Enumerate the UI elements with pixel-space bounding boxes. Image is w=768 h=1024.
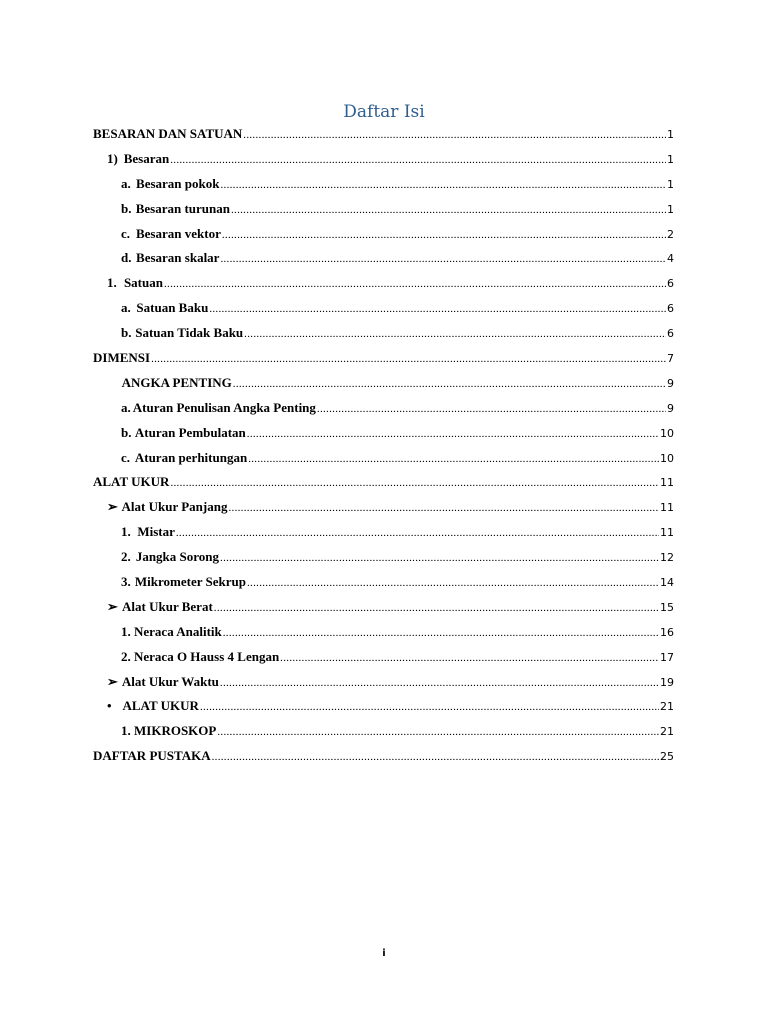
toc-entry-label: 1. Neraca Analitik	[121, 623, 222, 639]
toc-entry-label: Besaran vektor	[135, 225, 221, 241]
toc-entry-marker: b.	[121, 200, 132, 216]
toc-entry-page: 9	[667, 401, 674, 415]
toc-entry[interactable]	[93, 296, 674, 321]
toc-entry[interactable]	[93, 719, 674, 744]
toc-entry-marker: 2.	[121, 549, 131, 565]
dot-leader	[247, 422, 659, 447]
dot-leader	[231, 198, 666, 223]
toc-entry-marker: a.	[121, 300, 131, 316]
toc-entry-page: 1	[667, 152, 674, 166]
toc-entry-label: Satuan Baku	[136, 300, 209, 316]
dot-leader	[220, 173, 666, 198]
dot-leader	[170, 148, 666, 173]
toc-entry-label: Alat Ukur Waktu	[121, 673, 219, 689]
dot-leader	[220, 247, 666, 272]
toc-entry[interactable]	[93, 545, 674, 570]
dot-leader	[248, 447, 659, 472]
toc-entry-page: 9	[667, 376, 674, 390]
toc-entry-page: 2	[667, 227, 674, 241]
dot-leader	[243, 123, 666, 148]
toc-entry-marker: c.	[121, 449, 131, 465]
toc-entry[interactable]	[93, 172, 674, 197]
toc-entry[interactable]	[93, 271, 674, 296]
dot-leader	[209, 297, 666, 322]
dot-leader	[220, 671, 659, 696]
toc-entry[interactable]	[93, 321, 674, 346]
toc-entry-marker: ➢	[107, 673, 118, 689]
toc-entry[interactable]	[93, 222, 674, 247]
toc-entry-page: 19	[660, 675, 674, 689]
toc-entry-page: 10	[660, 426, 674, 440]
toc-entry-page: 1	[667, 128, 674, 141]
toc-entry[interactable]	[93, 520, 674, 545]
toc-entry-label: ALAT UKUR	[122, 698, 199, 714]
toc-entry-label: Aturan Penulisan Angka Penting	[132, 399, 316, 415]
dot-leader	[214, 596, 659, 621]
toc-entry-label: Aturan perhitungan	[134, 449, 248, 465]
toc-entry[interactable]	[93, 371, 674, 396]
toc-entry-label: ANGKA PENTING	[121, 374, 232, 390]
toc-entry-label: Mikrometer Sekrup	[134, 574, 246, 590]
table-of-contents	[93, 122, 674, 769]
toc-entry[interactable]	[93, 645, 674, 670]
toc-entry-page: 11	[660, 526, 674, 540]
toc-entry-page: 1	[667, 177, 674, 191]
toc-entry-page: 14	[660, 576, 674, 590]
toc-entry-page: 15	[660, 600, 674, 614]
toc-entry-page: 1	[667, 202, 674, 216]
dot-leader	[151, 347, 666, 372]
toc-entry-label: Besaran turunan	[135, 200, 230, 216]
dot-leader	[228, 496, 659, 521]
toc-entry[interactable]	[93, 744, 674, 769]
toc-entry-page: 4	[667, 252, 674, 266]
toc-entry[interactable]	[93, 122, 674, 147]
toc-entry[interactable]	[93, 396, 674, 421]
toc-entry[interactable]	[93, 421, 674, 446]
dot-leader	[170, 471, 659, 496]
toc-entry-marker: c.	[121, 225, 131, 241]
dot-leader	[223, 621, 659, 646]
toc-entry-marker: b.	[121, 325, 132, 341]
toc-entry-marker: •	[107, 698, 112, 714]
toc-entry-marker: ➢	[107, 499, 118, 515]
toc-entry-page: 11	[660, 476, 674, 490]
toc-entry-marker: d.	[121, 250, 132, 266]
toc-entry[interactable]	[93, 246, 674, 271]
toc-entry[interactable]	[93, 570, 674, 595]
toc-entry-label: Jangka Sorong	[135, 549, 220, 565]
toc-entry-page: 6	[667, 277, 674, 291]
dot-leader	[220, 546, 659, 571]
dot-leader	[280, 646, 659, 671]
toc-entry[interactable]	[93, 620, 674, 645]
toc-entry-marker: a.	[121, 175, 131, 191]
toc-entry-label: Besaran skalar	[136, 250, 220, 266]
toc-entry-marker: 1.	[121, 524, 131, 540]
toc-title: Daftar Isi	[343, 102, 425, 122]
toc-entry-label: Besaran pokok	[136, 175, 220, 191]
toc-entry[interactable]	[93, 446, 674, 471]
toc-entry-marker: b.	[121, 424, 132, 440]
dot-leader	[233, 372, 666, 397]
dot-leader	[164, 272, 666, 297]
toc-entry-label: BESARAN DAN SATUAN	[93, 126, 243, 141]
toc-entry-label: Mistar	[137, 524, 175, 540]
toc-entry-label: 1. MIKROSKOP	[121, 723, 217, 739]
toc-entry-label: Besaran	[123, 150, 170, 166]
toc-entry-page: 25	[660, 750, 674, 764]
dot-leader	[176, 521, 659, 546]
toc-entry-page: 21	[660, 725, 674, 739]
toc-entry-label: DIMENSI	[93, 350, 151, 366]
toc-entry-label: Alat Ukur Berat	[122, 598, 213, 614]
toc-entry-page: 17	[660, 650, 674, 664]
toc-entry-label: Satuan	[123, 275, 163, 291]
toc-entry-marker: 3.	[121, 574, 131, 590]
toc-entry-label: Alat Ukur Panjang	[121, 499, 228, 515]
dot-leader	[247, 571, 659, 596]
toc-entry-label: 2. Neraca O Hauss 4 Lengan	[121, 648, 280, 664]
toc-entry-marker: 1.	[107, 275, 117, 291]
toc-entry-page: 6	[667, 327, 674, 341]
toc-entry[interactable]	[93, 346, 674, 371]
dot-leader	[222, 223, 666, 248]
toc-entry-marker: ➢	[107, 598, 118, 614]
toc-entry-page: 6	[667, 302, 674, 316]
toc-entry-marker: 1)	[107, 150, 118, 166]
toc-entry-page: 7	[667, 352, 674, 366]
toc-entry[interactable]	[93, 470, 674, 495]
toc-entry[interactable]	[93, 595, 674, 620]
dot-leader	[200, 695, 659, 720]
toc-entry-label: Aturan Pembulatan	[134, 424, 246, 440]
toc-entry-label: ALAT UKUR	[93, 474, 170, 490]
toc-entry-page: 16	[660, 625, 674, 639]
toc-entry-label: Satuan Tidak Baku	[135, 325, 244, 341]
toc-entry-marker: a.	[121, 399, 131, 415]
toc-entry[interactable]	[93, 694, 674, 719]
page-number: i	[382, 948, 386, 959]
toc-entry-page: 11	[660, 501, 674, 515]
dot-leader	[212, 745, 659, 770]
toc-entry-label: DAFTAR PUSTAKA	[93, 748, 211, 764]
toc-entry-page: 12	[660, 551, 674, 565]
toc-entry[interactable]	[93, 197, 674, 222]
toc-entry[interactable]	[93, 147, 674, 172]
toc-entry-page: 10	[660, 451, 674, 465]
toc-entry-page: 21	[660, 700, 674, 714]
toc-entry[interactable]	[93, 495, 674, 520]
toc-entry[interactable]	[93, 670, 674, 695]
dot-leader	[217, 720, 659, 745]
dot-leader	[317, 397, 666, 422]
dot-leader	[244, 322, 666, 347]
